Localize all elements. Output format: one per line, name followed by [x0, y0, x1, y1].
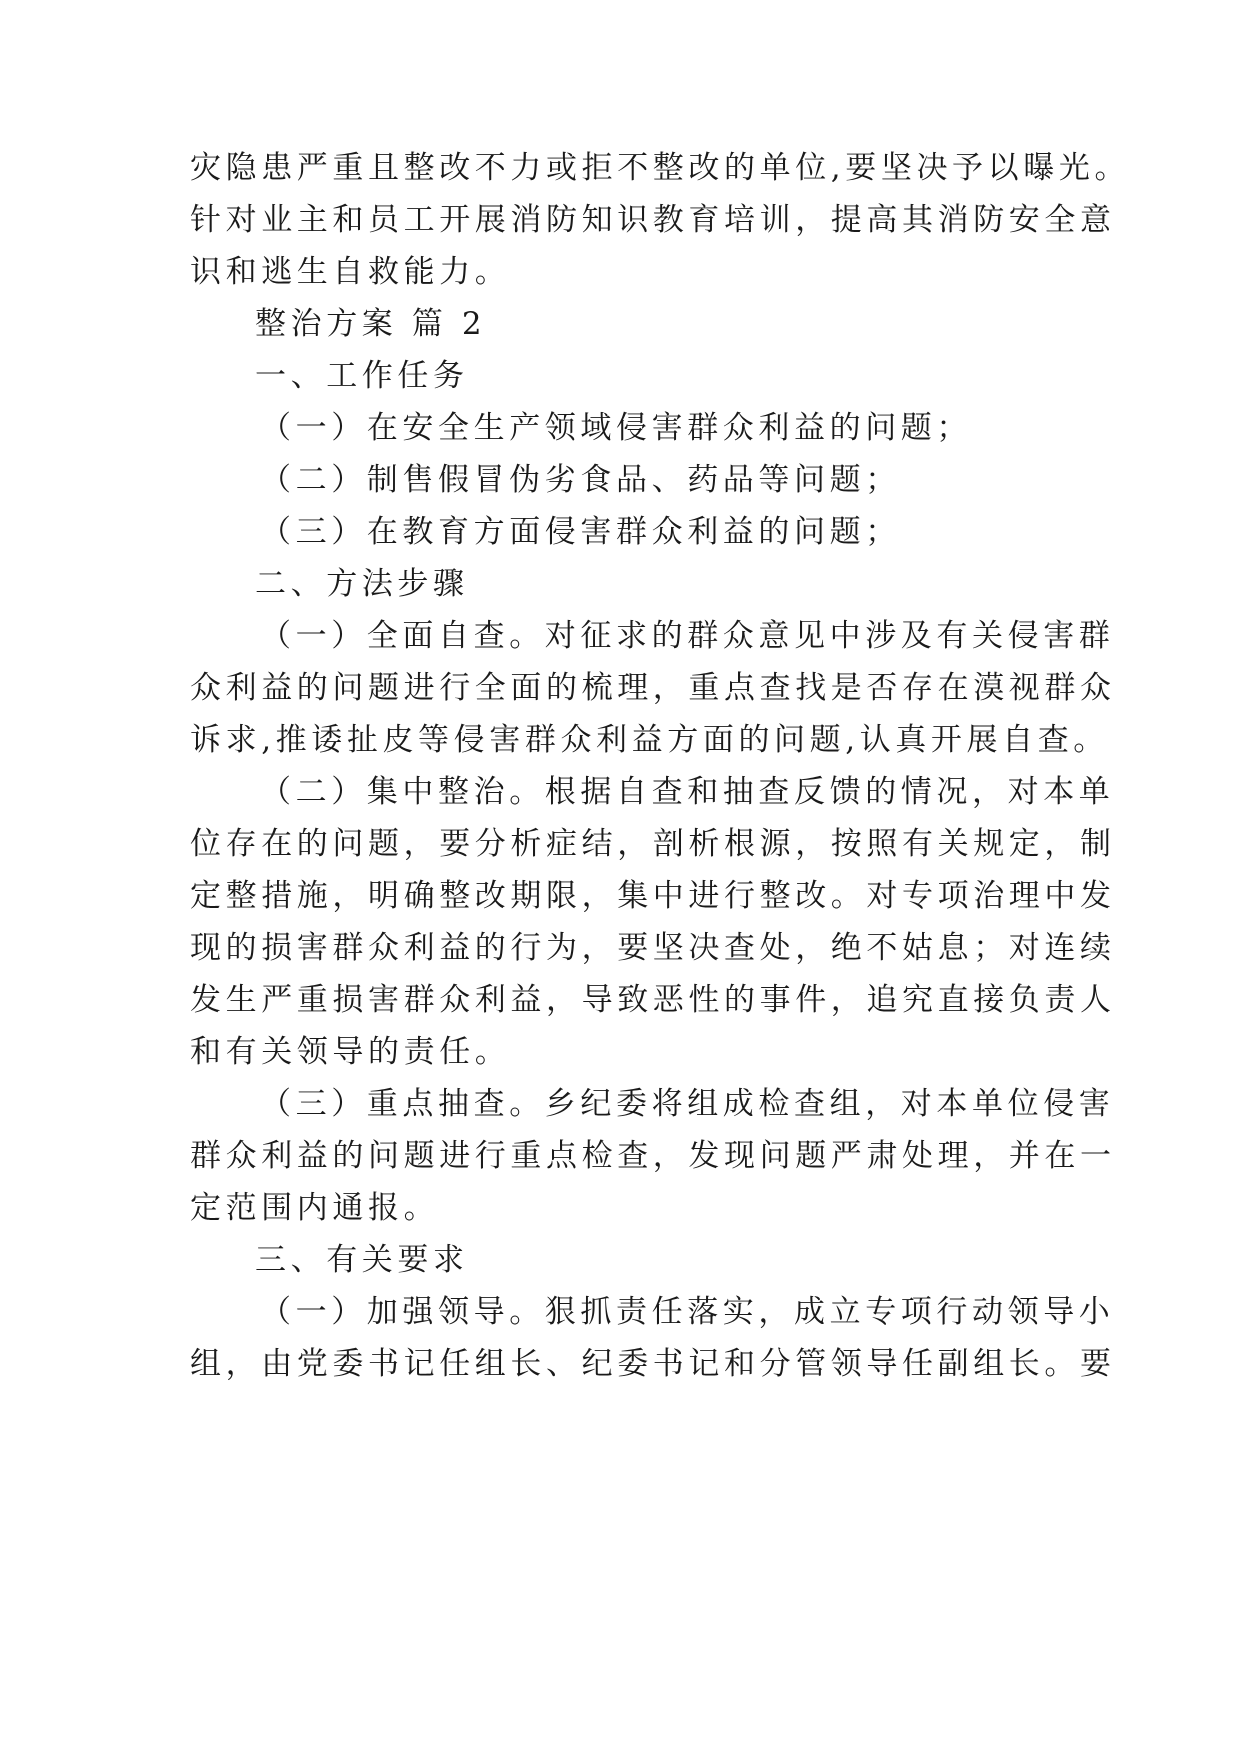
heading-methods-steps: 二、方法步骤 [255, 566, 469, 602]
paragraph-line: 位存在的问题，要分析症结，剖析根源，按照有关规定，制 [190, 826, 1116, 862]
list-item: （二）制售假冒伪劣食品、药品等问题； [260, 462, 901, 498]
heading-work-tasks: 一、工作任务 [255, 358, 469, 394]
heading-requirements: 三、有关要求 [255, 1242, 469, 1278]
paragraph-line: 诉求,推诿扯皮等侵害群众利益方面的问题,认真开展自查。 [190, 722, 1109, 758]
list-item: （三）在教育方面侵害群众利益的问题； [260, 514, 901, 550]
paragraph-line: 组，由党委书记任组长、纪委书记和分管领导任副组长。要 [190, 1346, 1116, 1382]
paragraph-line: 众利益的问题进行全面的梳理，重点查找是否存在漠视群众 [190, 670, 1116, 706]
list-item: （一）在安全生产领域侵害群众利益的问题； [260, 410, 972, 446]
paragraph-line: （二）集中整治。根据自查和抽查反馈的情况，对本单 [260, 774, 1115, 810]
paragraph-line: 针对业主和员工开展消防知识教育培训，提高其消防安全意 [190, 202, 1116, 238]
paragraph-line: （三）重点抽查。乡纪委将组成检查组，对本单位侵害 [260, 1086, 1115, 1122]
paragraph-line: （一）加强领导。狠抓责任落实，成立专项行动领导小 [260, 1294, 1115, 1330]
paragraph-line: 定范围内通报。 [190, 1190, 440, 1226]
paragraph-line: 定整措施，明确整改期限，集中进行整改。对专项治理中发 [190, 878, 1116, 914]
paragraph-line: 发生严重损害群众利益，导致恶性的事件，追究直接负责人 [190, 982, 1116, 1018]
paragraph-line: （一）全面自查。对征求的群众意见中涉及有关侵害群 [260, 618, 1115, 654]
paragraph-line: 群众利益的问题进行重点检查，发现问题严肃处理，并在一 [190, 1138, 1116, 1174]
paragraph-line: 灾隐患严重且整改不力或拒不整改的单位,要坚决予以曝光。 [190, 150, 1131, 186]
section-title: 整治方案 篇 2 [255, 306, 487, 342]
paragraph-line: 和有关领导的责任。 [190, 1034, 511, 1070]
paragraph-line: 现的损害群众利益的行为，要坚决查处，绝不姑息；对连续 [190, 930, 1116, 966]
paragraph-line: 识和逃生自救能力。 [190, 254, 511, 290]
